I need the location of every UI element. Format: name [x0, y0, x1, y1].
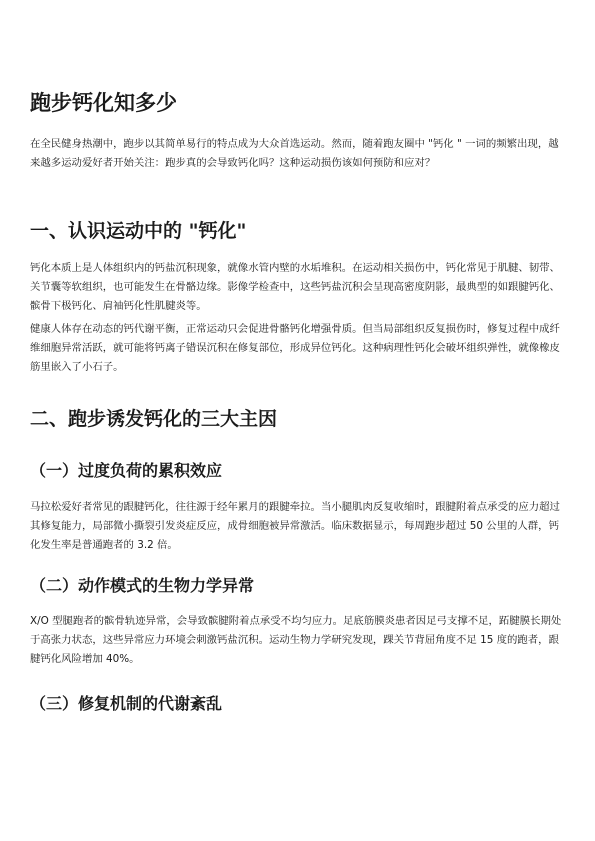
- subsection2-paragraph: X/O 型腿跑者的髌骨轨迹异常，会导致髌腱附着点承受不均匀应力。足底筋膜炎患者因足弓支撑不足，跖腱膜长期处于高张力状态，这些异常应力环境会刺激钙盐沉积。运动生物力学研究发现，踝关节背屈角度不足 15 度的跑者，跟腱钙化风险增加 40%。: [30, 615, 562, 665]
- subsection1-paragraph: 马拉松爱好者常见的跟腱钙化，往往源于经年累月的跟腱牵拉。当小腿肌肉反复收缩时，跟腱附着点承受的应力超过其修复能力，局部微小撕裂引发炎症反应，成骨细胞被异常激活。临床数据显示，每周跑步超过 50 公里的人群，钙化发生率是普通跑者的 3.2 倍。: [30, 501, 560, 551]
- subsection-heading-3: （三）修复机制的代谢紊乱: [30, 694, 223, 713]
- subsection-heading-2: （二）动作模式的生物力学异常: [30, 576, 255, 595]
- section1-paragraph-1: 钙化本质上是人体组织内的钙盐沉积现象，就像水管内壁的水垢堆积。在运动相关损伤中，钙化常见于肌腱、韧带、关节囊等软组织，也可能发生在骨骼边缘。影像学检查中，这些钙盐沉积会呈现高密度阴影，最典型的如跟腱钙化、髌骨下极钙化、肩袖钙化性肌腱炎等。: [30, 262, 560, 312]
- section1-paragraph-2: 健康人体存在动态的钙代谢平衡，正常运动只会促进骨骼钙化增强骨质。但当局部组织反复损伤时，修复过程中成纤维细胞异常活跃，就可能将钙离子错误沉积在修复部位，形成异位钙化。这种病理性钙化会破坏组织弹性，就像橡皮筋里嵌入了小石子。: [30, 323, 560, 373]
- page-title: 跑步钙化知多少: [30, 91, 177, 115]
- intro-paragraph: 在全民健身热潮中，跑步以其简单易行的特点成为大众首选运动。然而，随着跑友圈中 "钙化 " 一词的频繁出现，越来越多运动爱好者开始关注：跑步真的会导致钙化吗？这种运动损伤该如何预防和应对？: [30, 138, 559, 169]
- subsection-heading-1: （一）过度负荷的累积效应: [30, 461, 223, 480]
- section-heading-1: 一、认识运动中的 "钙化": [30, 220, 247, 242]
- section-heading-2: 二、跑步诱发钙化的三大主因: [30, 408, 278, 430]
